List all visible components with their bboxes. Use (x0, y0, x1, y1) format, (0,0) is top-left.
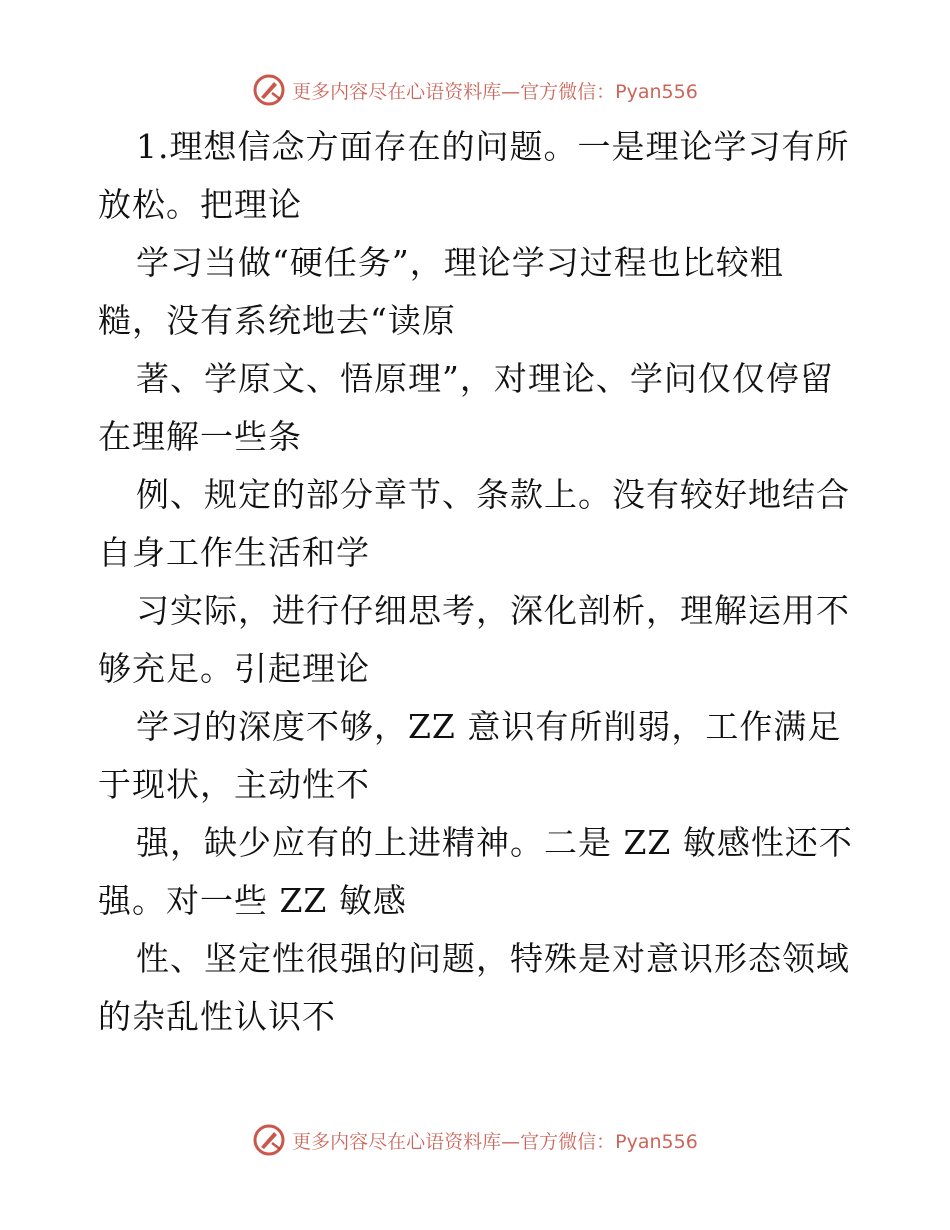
document-body (98, 118, 858, 1046)
body-line-9: 习实际，进行仔细思考，深化剖析，理解运用不 (136, 591, 850, 630)
body-line-1: 1.理想信念方面存在的问题。一是理论学习有所 (136, 127, 850, 166)
body-line-16: 的杂乱性认识不 (98, 997, 336, 1036)
body-line-3: 学习当做“硬任务”，理论学习过程也比较粗 (136, 243, 784, 282)
brand-logo-icon (252, 73, 286, 107)
footer-banner (0, 1120, 950, 1160)
body-line-6: 在理解一些条 (98, 417, 302, 456)
body-line-4: 糙，没有系统地去“读原 (98, 301, 456, 340)
body-line-2: 放松。把理论 (98, 185, 302, 224)
body-line-15: 性、坚定性很强的问题，特殊是对意识形态领域 (136, 939, 850, 978)
body-line-13: 强，缺少应有的上进精神。二是 ZZ 敏感性还不 (136, 823, 853, 862)
body-line-8: 自身工作生活和学 (98, 533, 370, 572)
footer-banner-text: 更多内容尽在心语资料库—官方微信：Pyan556 (292, 1130, 698, 1153)
body-line-14: 强。对一些 ZZ 敏感 (98, 881, 407, 920)
body-line-10: 够充足。引起理论 (98, 649, 370, 688)
header-banner-text: 更多内容尽在心语资料库—官方微信：Pyan556 (292, 80, 698, 103)
body-line-5: 著、学原文、悟原理”，对理论、学问仅仅停留 (136, 359, 834, 398)
body-line-11: 学习的深度不够，ZZ 意识有所削弱，工作满足 (136, 707, 842, 746)
brand-logo-icon (252, 1123, 286, 1157)
header-banner (0, 70, 950, 110)
body-line-7: 例、规定的部分章节、条款上。没有较好地结合 (136, 475, 850, 514)
body-line-12: 于现状，主动性不 (98, 765, 370, 804)
